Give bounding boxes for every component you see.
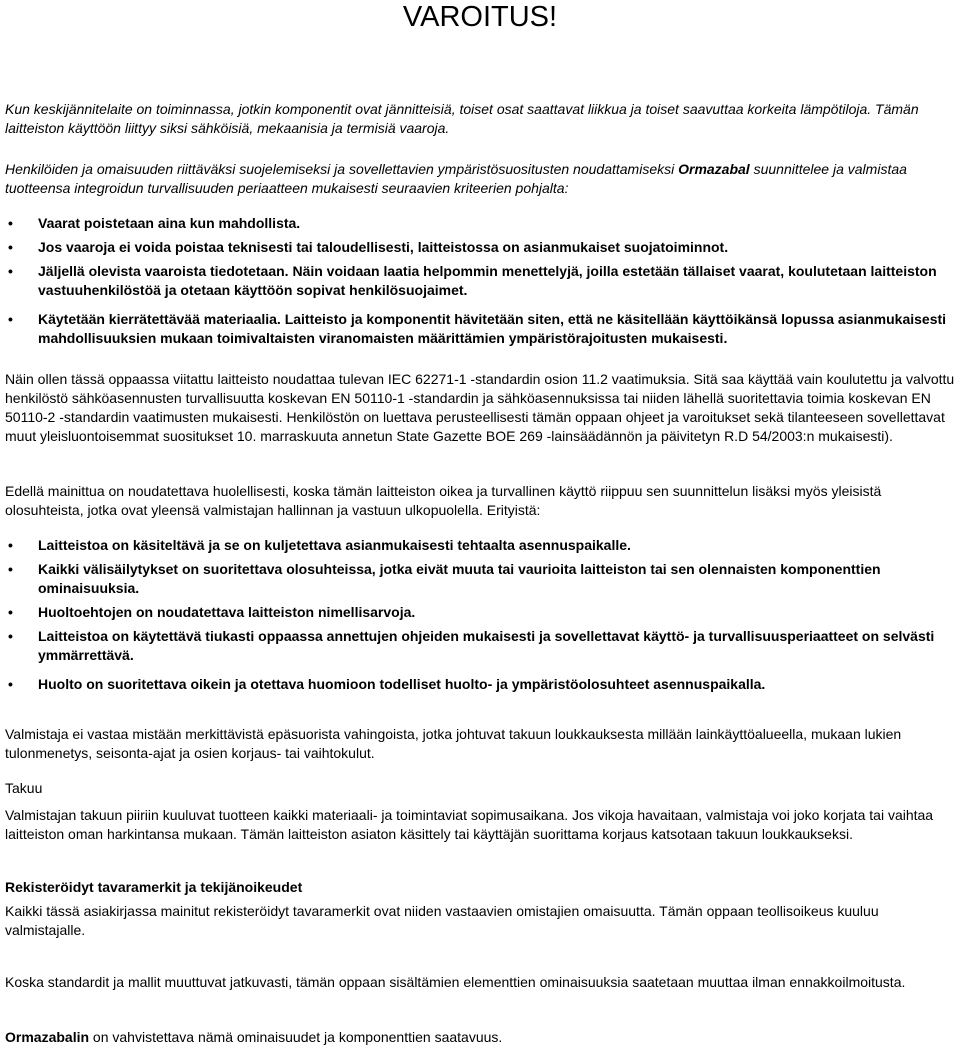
trademarks-heading: Rekisteröidyt tavaramerkit ja tekijänoikeudet [5, 879, 303, 895]
changes-paragraph: Koska standardit ja mallit muuttuvat jatkuvasti, tämän oppaan sisältämien elementtien ominaisuuksia saatetaan muuttaa ilman ennakkoilmoitusta. [5, 974, 906, 990]
criteria-lead: Jäljellä olevista vaaroista tiedotetaan. [38, 263, 289, 279]
protection-paragraph [5, 160, 955, 198]
trademarks-paragraph: Kaikki tässä asiakirjassa mainitut rekisteröidyt tavaramerkit ovat niiden vastaavien omistajien omaisuutta. Tämän oppaan teollisoikeus kuuluu valmistajalle. [5, 903, 879, 938]
compliance-paragraph: Näin ollen tässä oppaassa viitattu laitteisto noudattaa tulevan IEC 62271-1 -standardin osion 11.2 vaatimuksia. Sitä saa käyttää vain koulutettu ja valvottu henkilöstö sähköasennusten turvallisuutta koskevan EN 50110-1 -standardin ja sähköasennuksissa tai niiden lähellä suoritettavia toimia koskevan EN 50110-2 -standardin vaatimusten mukaisesti. Henkilöstön on luettava perusteellisesti tämän oppaan ohjeet ja varoitukset sekä tilanteeseen sovellettavat muut yleisluontoisemmat suositukset 10. marraskuuta annetun State Gazette BOE 269 -lainsäädännön ja päivitetyn R.D 54/2003:n mukaisesti). [5, 371, 955, 444]
liability-paragraph: Valmistaja ei vastaa mistään merkittävistä epäsuorista vahingoista, jotka johtuvat takuun loukkauksesta millään lainkäyttöalueella, mukaan lukien tulonmenetys, seisonta-ajat ja osien korjaus- tai vaihtokulut. [5, 726, 902, 761]
criteria-lead: Vaarat poistetaan aina kun mahdollista. [38, 215, 301, 231]
requirement-text: Huolto on suoritettava oikein ja otettava huomioon todelliset huolto- ja ympäristöolosuhteet asennuspaikalla. [38, 676, 766, 692]
requirement-text: Laitteistoa on käytettävä tiukasti oppaassa annettujen ohjeiden mukaisesti ja sovellettavat käyttö- ja turvallisuusperiaatteet on selvästi ymmärrettävä. [38, 628, 935, 663]
criteria-lead: Käytetään kierrätettävää materiaalia. [38, 311, 281, 327]
bullet-icon: • [8, 676, 13, 692]
brand-name: Ormazabal [678, 161, 750, 177]
warranty-heading: Takuu [5, 780, 43, 796]
criteria-rest: Näin voidaan laatia helpommin menettelyjä, joilla estetään tällaiset vaarat, koulutetaan laitteiston vastuuhenkilöstöä ja otetaan käyttöön sopivat henkilösuojaimet. [38, 263, 937, 298]
requirement-text: Laitteistoa on käsiteltävä ja se on kuljetettava asianmukaisesti tehtaalta asennuspaikalle. [38, 537, 631, 553]
bullet-icon: • [8, 628, 13, 644]
protection-text-before: Henkilöiden ja omaisuuden riittäväksi suojelemiseksi ja sovellettavien ympäristösuositusten noudattamiseksi [5, 161, 679, 177]
criteria-lead: Jos vaaroja ei voida poistaa teknisesti tai taloudellisesti, laitteistossa on asianmukaiset suojatoiminnot. [38, 239, 729, 255]
requirement-text: Huoltoehtojen on noudatettava laitteiston nimellisarvoja. [38, 604, 416, 620]
criteria-rest: Laitteisto ja komponentit hävitetään siten, että ne käsitellään käyttöikänsä lopussa asianmukaisesti mahdollisuuksien mukaan toimivaltaisten viranomaisten määrittämien ympäristörajoitusten mukaisesti. [38, 311, 947, 346]
warranty-paragraph: Valmistajan takuun piiriin kuuluvat tuotteen kaikki materiaali- ja toimintaviat sopimusaikana. Jos vikoja havaitaan, valmistaja voi joko korjata tai vaihtaa laitteiston oman harkintansa mukaan. Tämän laitteiston asiaton käsittely tai käyttäjän suorittama korjaus katsotaan takuun loukkaukseksi. [5, 807, 934, 842]
care-paragraph: Edellä mainittua on noudatettava huolellisesti, koska tämän laitteiston oikea ja turvallinen käyttö riippuu sen suunnittelun lisäksi myös yleisistä olosuhteista, jotka ovat yleensä valmistajan hallinnan ja vastuun ulkopuolella. Erityistä: [5, 483, 882, 518]
bullet-icon: • [8, 604, 13, 620]
ownership-text: on vahvistettava nämä ominaisuudet ja komponenttien saatavuus. [89, 1029, 503, 1045]
intro-paragraph: Kun keskijännitelaite on toiminnassa, jotkin komponentit ovat jännitteisiä, toiset osat saattavat liikkua ja toiset saavuttaa korkeita lämpötiloja. Tämän laitteiston käyttöön liittyy siksi sähköisiä, mekaanisia ja termisiä vaaroja. [5, 101, 919, 136]
page-title: VAROITUS! [402, 1, 558, 33]
protection-text-after: suunnittelee ja valmistaa tuotteensa integroidun turvallisuuden periaatteen mukaisesti seuraavien kriteerien pohjalta: [5, 161, 907, 196]
bullet-icon: • [8, 311, 13, 327]
bullet-icon: • [8, 263, 13, 279]
bullet-icon: • [8, 215, 13, 231]
bullet-icon: • [8, 239, 13, 255]
bullet-icon: • [8, 537, 13, 553]
ownership-paragraph [5, 1028, 955, 1047]
requirement-text: Kaikki välisäilytykset on suoritettava olosuhteissa, jotka eivät muuta tai vaurioita laitteiston tai sen olennaisten komponenttien ominaisuuksia. [38, 561, 881, 596]
brand-name: Ormazabalin [5, 1029, 90, 1045]
bullet-icon: • [8, 561, 13, 577]
